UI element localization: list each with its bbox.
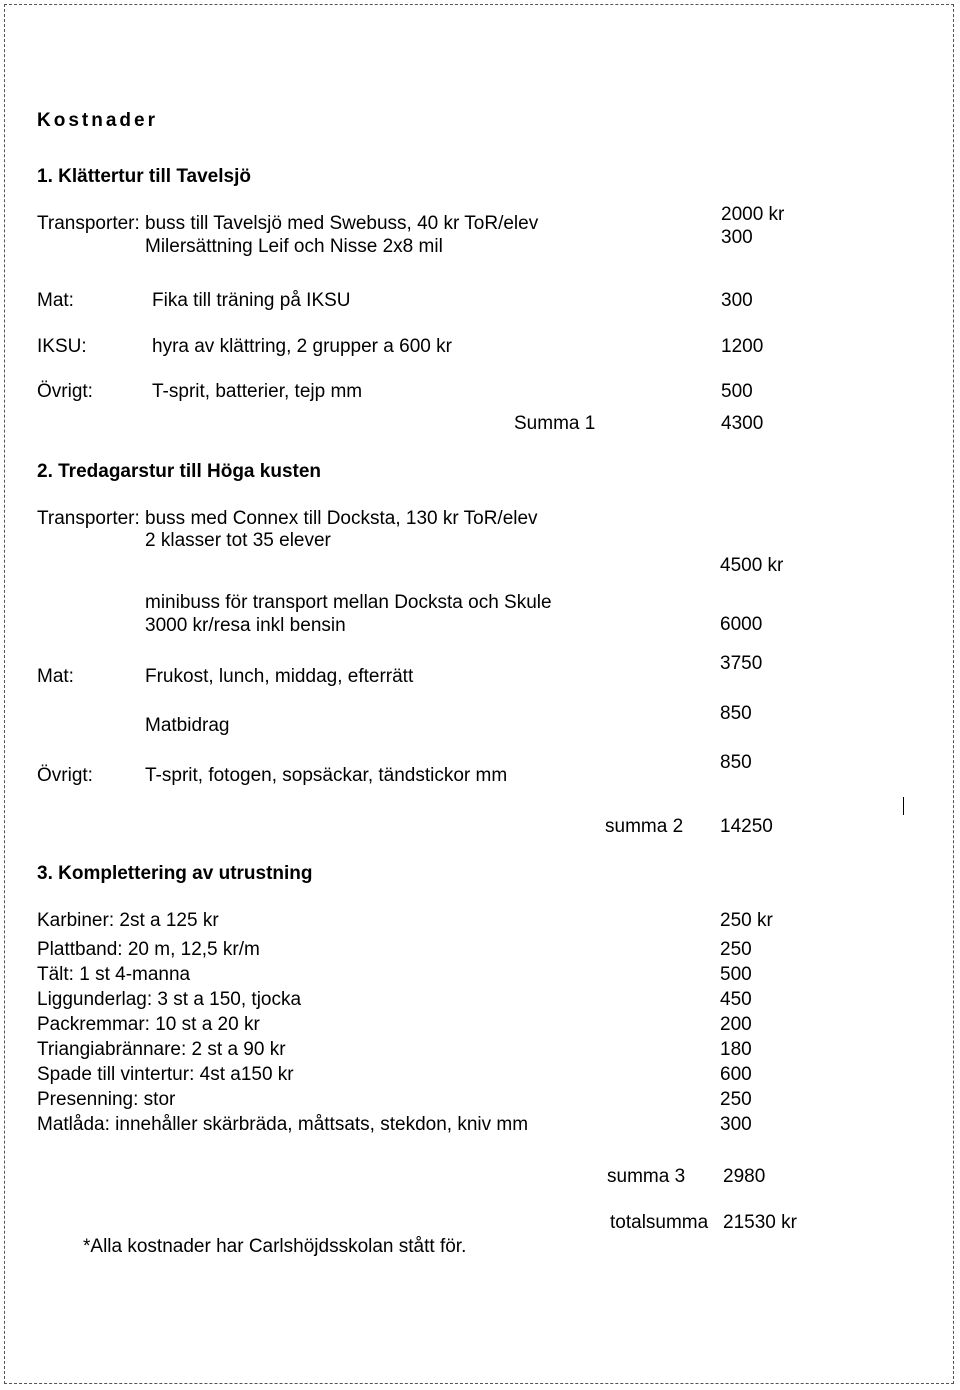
section2-other-amount: 850: [720, 752, 752, 773]
section3-item-amount: 200: [720, 1014, 752, 1035]
section3-item-desc: Spade till vintertur: 4st a150 kr: [37, 1064, 294, 1085]
section3-item-amount: 250: [720, 1089, 752, 1110]
section1-row-desc: hyra av klättring, 2 grupper a 600 kr: [152, 336, 452, 357]
section2-minibus-line2: 3000 kr/resa inkl bensin: [145, 615, 346, 636]
section3-sum-label: summa 3: [607, 1166, 686, 1187]
section1-row-desc: T-sprit, batterier, tejp mm: [152, 381, 363, 402]
section1-row-desc: Fika till träning på IKSU: [152, 290, 351, 311]
section2-food-amount: 3750: [720, 653, 763, 674]
section3-title: 3. Komplettering av utrustning: [37, 863, 313, 884]
section1-transport-line2: Milersättning Leif och Nisse 2x8 mil: [145, 236, 443, 257]
section3-item-desc: Packremmar: 10 st a 20 kr: [37, 1014, 260, 1035]
section2-other-desc: T-sprit, fotogen, sopsäckar, tändstickor mm: [145, 765, 508, 786]
section1-row-label: Mat:: [37, 290, 74, 311]
section3-item-amount: 300: [720, 1114, 752, 1135]
section2-transport-line1: Transporter: buss med Connex till Docksta, 130 kr ToR/elev: [37, 508, 538, 529]
section1-row-amount: 1200: [721, 336, 764, 357]
section1-title: 1. Klättertur till Tavelsjö: [37, 166, 251, 187]
section3-item-desc: Triangiabrännare: 2 st a 90 kr: [37, 1039, 286, 1060]
section1-sum-value: 4300: [721, 413, 764, 434]
section3-item-desc: Matlåda: innehåller skärbräda, måttsats, stekdon, kniv mm: [37, 1114, 529, 1135]
section2-transport-line2: 2 klasser tot 35 elever: [145, 530, 331, 551]
section2-food-desc: Frukost, lunch, middag, efterrätt: [145, 666, 414, 687]
text-cursor-mark: [903, 797, 904, 815]
section3-item-amount: 250 kr: [720, 910, 773, 931]
section1-transport-amount2: 300: [721, 227, 753, 248]
section2-title: 2. Tredagarstur till Höga kusten: [37, 461, 322, 482]
section3-sum-value: 2980: [723, 1166, 766, 1187]
total-value: 21530 kr: [723, 1212, 797, 1233]
section2-transport-amount: 4500 kr: [720, 555, 784, 576]
section2-matbidrag-desc: Matbidrag: [145, 715, 230, 736]
section3-item-desc: Liggunderlag: 3 st a 150, tjocka: [37, 989, 302, 1010]
section1-row-label: Övrigt:: [37, 381, 93, 402]
section3-item-amount: 500: [720, 964, 752, 985]
section2-matbidrag-amount: 850: [720, 703, 752, 724]
footnote: *Alla kostnader har Carlshöjdsskolan stått för.: [83, 1236, 467, 1257]
section1-transport-line1: buss till Tavelsjö med Swebuss, 40 kr ToR/elev: [145, 213, 539, 234]
section3-item-desc: Karbiner: 2st a 125 kr: [37, 910, 219, 931]
section1-transport-amount1: 2000 kr: [721, 204, 785, 225]
section3-item-amount: 600: [720, 1064, 752, 1085]
section1-row-amount: 300: [721, 290, 753, 311]
section2-other-label: Övrigt:: [37, 765, 93, 786]
section3-item-desc: Tält: 1 st 4-manna: [37, 964, 191, 985]
document-heading: Kostnader: [37, 110, 158, 131]
section2-minibus-amount: 6000: [720, 614, 763, 635]
section1-row-amount: 500: [721, 381, 753, 402]
section1-row-label: IKSU:: [37, 336, 87, 357]
page-border: [4, 4, 954, 1384]
section2-sum-value: 14250: [720, 816, 773, 837]
section3-item-amount: 180: [720, 1039, 752, 1060]
section3-item-amount: 450: [720, 989, 752, 1010]
section3-item-amount: 250: [720, 939, 752, 960]
section3-item-desc: Plattband: 20 m, 12,5 kr/m: [37, 939, 260, 960]
section2-sum-label: summa 2: [605, 816, 684, 837]
section2-food-label: Mat:: [37, 666, 74, 687]
section2-minibus-line1: minibuss för transport mellan Docksta och Skule: [145, 592, 552, 613]
section1-transport-label: Transporter:: [37, 213, 140, 234]
section1-sum-label: Summa 1: [514, 413, 596, 434]
section3-item-desc: Presenning: stor: [37, 1089, 176, 1110]
total-label: totalsumma: [610, 1212, 709, 1233]
